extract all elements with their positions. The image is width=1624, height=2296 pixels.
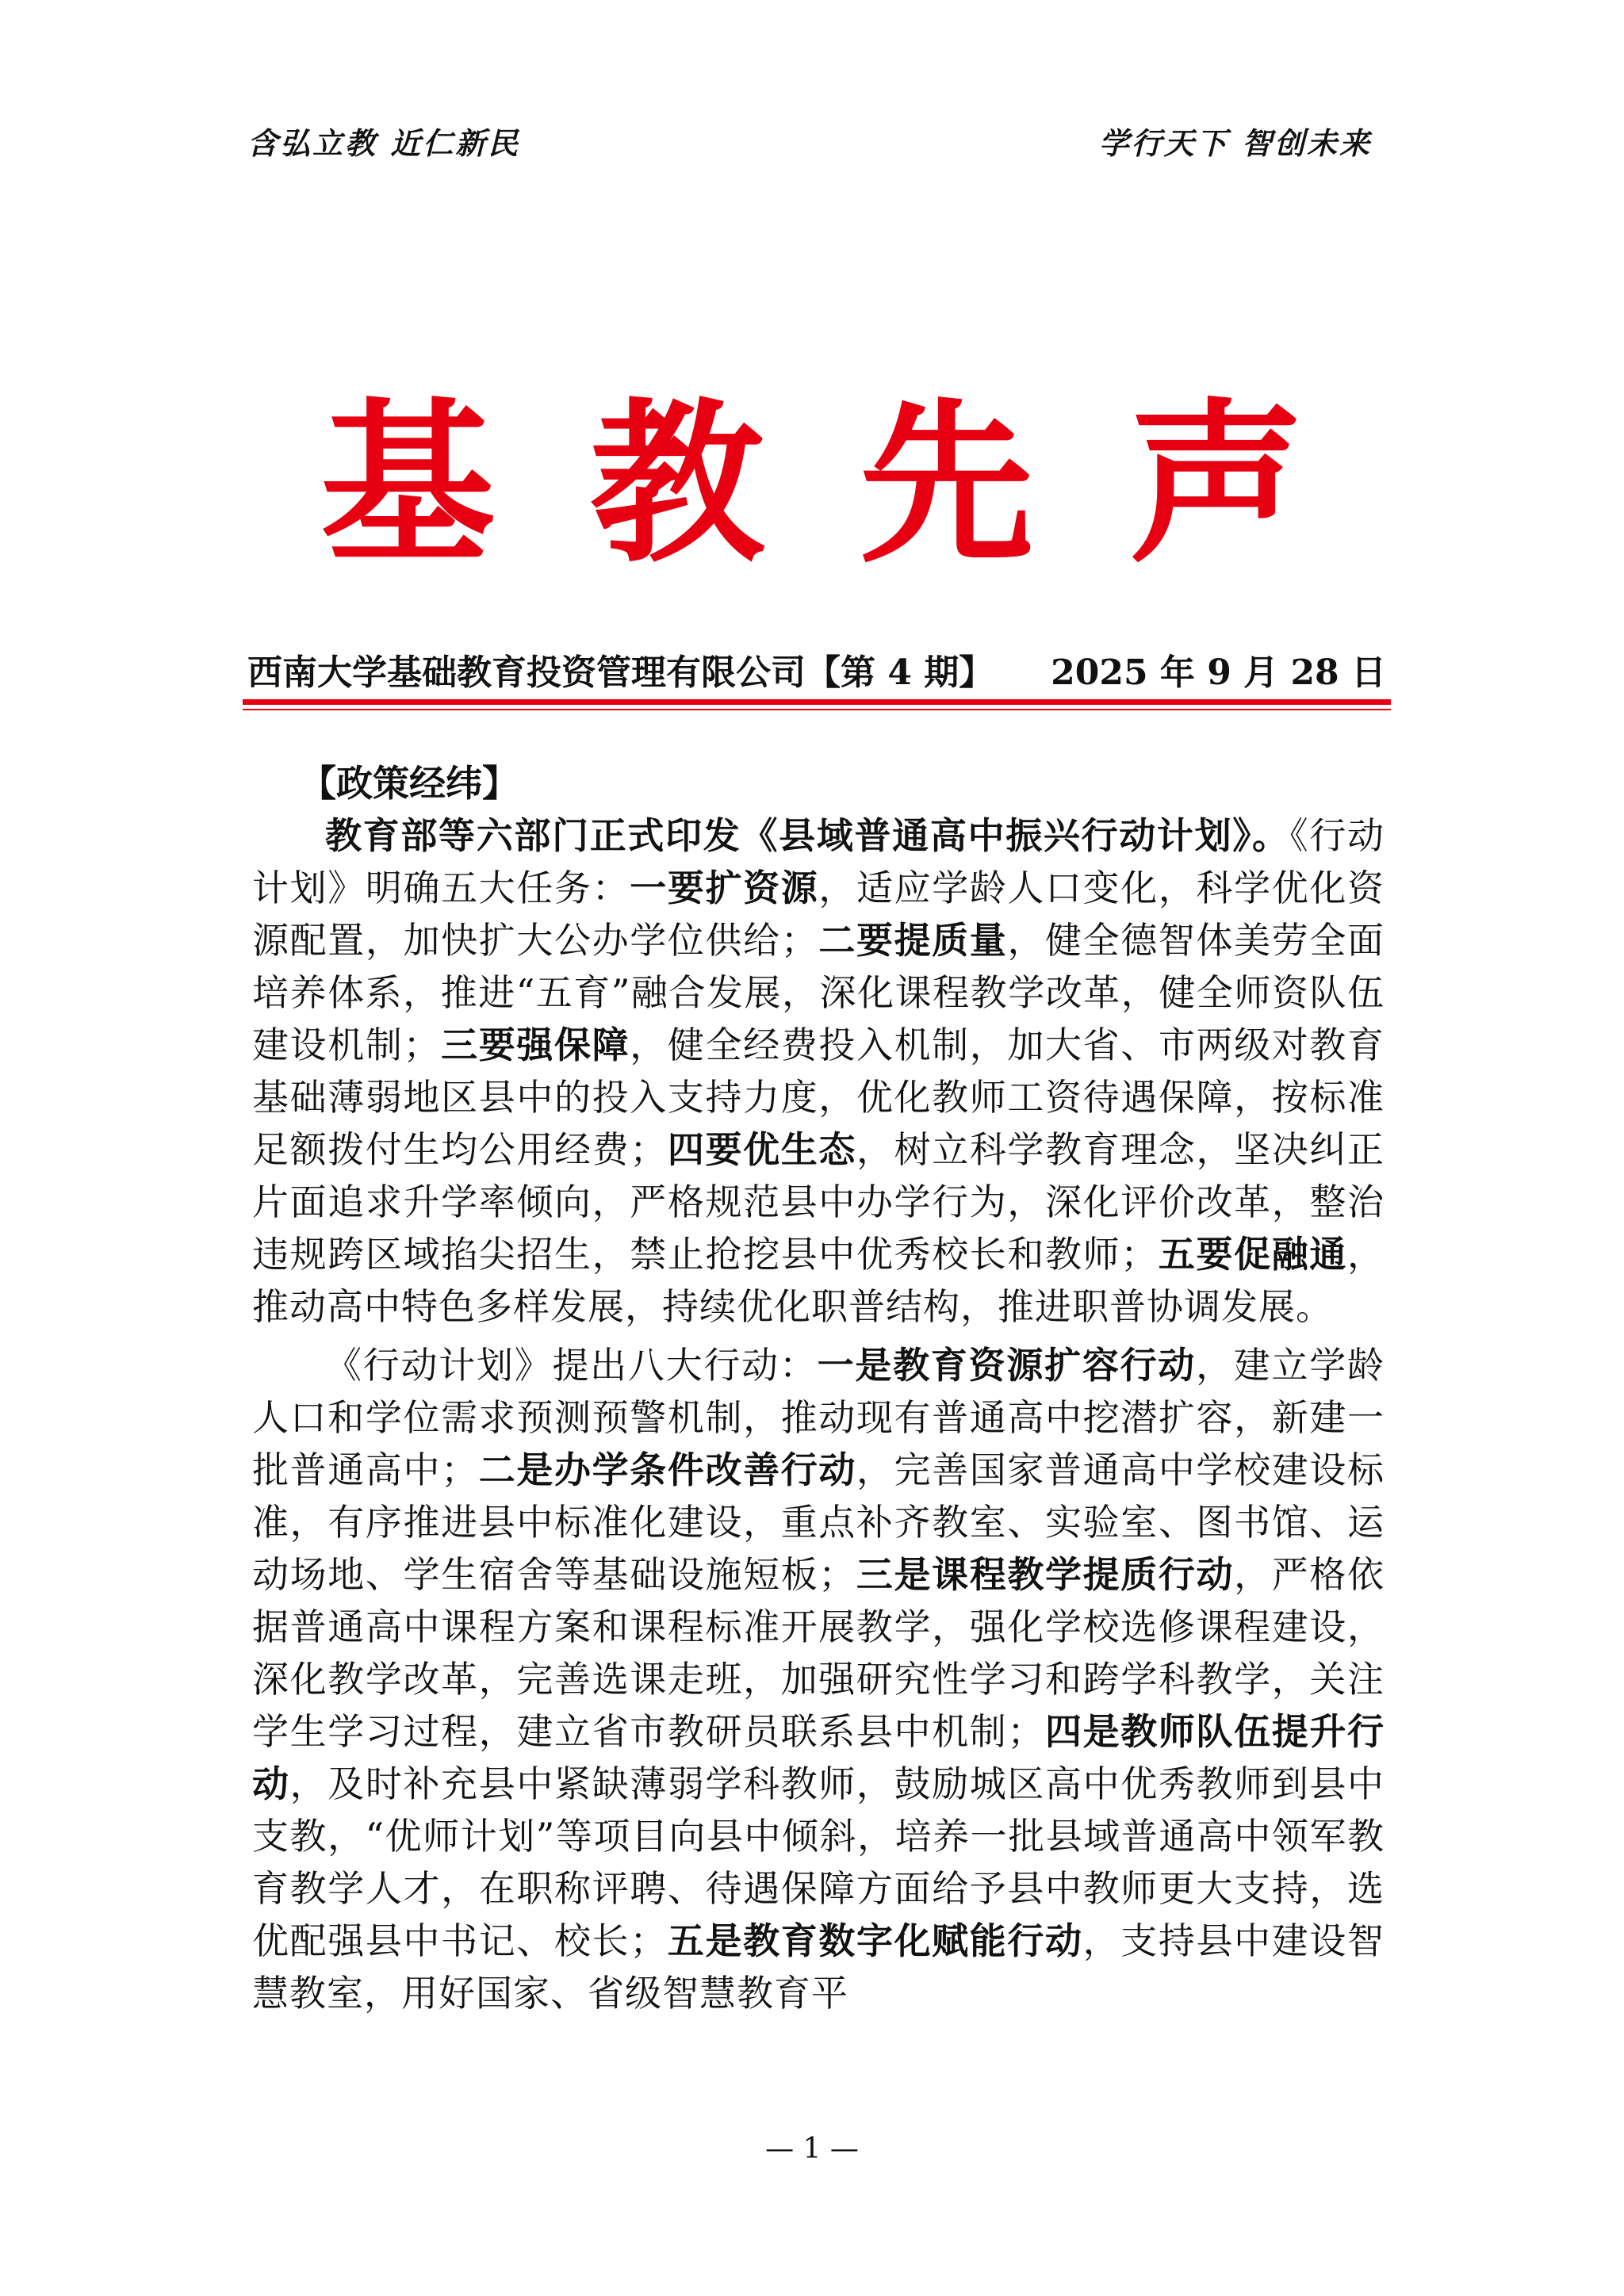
- bold-text: 五是教育数字化赋能行动: [667, 1919, 1083, 1962]
- body-text: ，推动高中特色多样发展，持续优化职普结构，推进职普协调发展。: [252, 1233, 1385, 1328]
- body-text: ，支持县中建设智慧教室，用好国家、省级智慧教育平: [252, 1919, 1385, 2015]
- red-divider-thick: [243, 699, 1391, 705]
- paragraph: [252, 1339, 1385, 2019]
- bold-text: 三要强保障: [440, 1024, 630, 1066]
- bold-text: 三是课程教学提质行动: [856, 1553, 1235, 1596]
- bold-text: 一是教育资源扩容行动: [817, 1344, 1197, 1387]
- paragraph: [252, 809, 1385, 1333]
- section-title: 【政策经纬】: [300, 762, 519, 805]
- body-text: ，完善国家普通高中学校建设标准，有序推进县中标准化建设，重点补齐教室、实验室、图书馆、运动场地、学生宿舍等基础设施短板；: [252, 1448, 1385, 1596]
- issue-line: [247, 644, 1386, 695]
- bold-text: 五要促融通: [1158, 1233, 1348, 1276]
- paragraph-container: [252, 809, 1385, 2019]
- bold-text: 一要扩资源: [630, 867, 819, 909]
- masthead-char: 声: [1129, 381, 1352, 586]
- bold-text: 教育部等六部门正式印发《县域普通高中振兴行动计划》。: [325, 814, 1290, 857]
- bold-text: 四要优生态: [667, 1128, 856, 1171]
- masthead-title: [0, 381, 1624, 586]
- motto-right: 学行天下 智创未来: [1098, 125, 1372, 161]
- body-text: ，及时补充县中紧缺薄弱学科教师，鼓励城区高中优秀教师到县中支教，“优师计划”等项目向县中倾斜，培养一批县域普通高中领军教育教学人才，在职称评聘、待遇保障方面给予县中教师更大支持，选优配强县中书记、校长；: [252, 1762, 1385, 1962]
- body-text: ，健全德智体美劳全面培养体系，推进“五育”融合发展，深化课程教学改革，健全师资队伍建设机制；: [252, 919, 1385, 1066]
- bold-text: 二是办学条件改善行动: [478, 1448, 856, 1491]
- body-text: 《行动计划》明确五大任务：: [252, 814, 1385, 909]
- bold-text: 四是教师队伍提升行动: [252, 1710, 1385, 1805]
- body-text: ，建立学龄人口和学位需求预测预警机制，推动现有普通高中挖潜扩容，新建一批普通高中；: [252, 1344, 1385, 1491]
- bold-text: 二要提质量: [818, 919, 1008, 962]
- issue-date: 2025 年 9 月 28 日: [1051, 652, 1386, 693]
- body-text: ，严格依据普通高中课程方案和课程标准开展教学，强化学校选修课程建设，深化教学改革，完善选课走班，加强研究性学习和跨学科教学，关注学生学习过程，建立省市教研员联系县中机制；: [252, 1553, 1385, 1753]
- article-body: [252, 757, 1385, 2019]
- body-text: ，适应学龄人口变化，科学优化资源配置，加快扩大公办学位供给；: [252, 867, 1385, 962]
- body-text: ，树立科学教育理念，坚决纠正片面追求升学率倾向，严格规范县中办学行为，深化评价改革，整治违规跨区域掐尖招生，禁止抢挖县中优秀校长和教师；: [252, 1128, 1385, 1276]
- publisher-issue: 西南大学基础教育投资管理有限公司【第 4 期】: [247, 652, 994, 693]
- motto-left: 含弘立教 近仁新民: [247, 125, 521, 161]
- body-text: 《行动计划》提出八大行动：: [325, 1344, 818, 1387]
- body-text: ，健全经费投入机制，加大省、市两级对教育基础薄弱地区县中的投入支持力度，优化教师工资待遇保障，按标准足额拨付生均公用经费；: [252, 1024, 1385, 1171]
- masthead-char: 先: [860, 381, 1082, 586]
- masthead-char: 教: [589, 381, 812, 586]
- masthead-char: 基: [320, 381, 542, 586]
- red-divider-thin: [243, 709, 1391, 710]
- page-number: — 1 —: [765, 2133, 859, 2165]
